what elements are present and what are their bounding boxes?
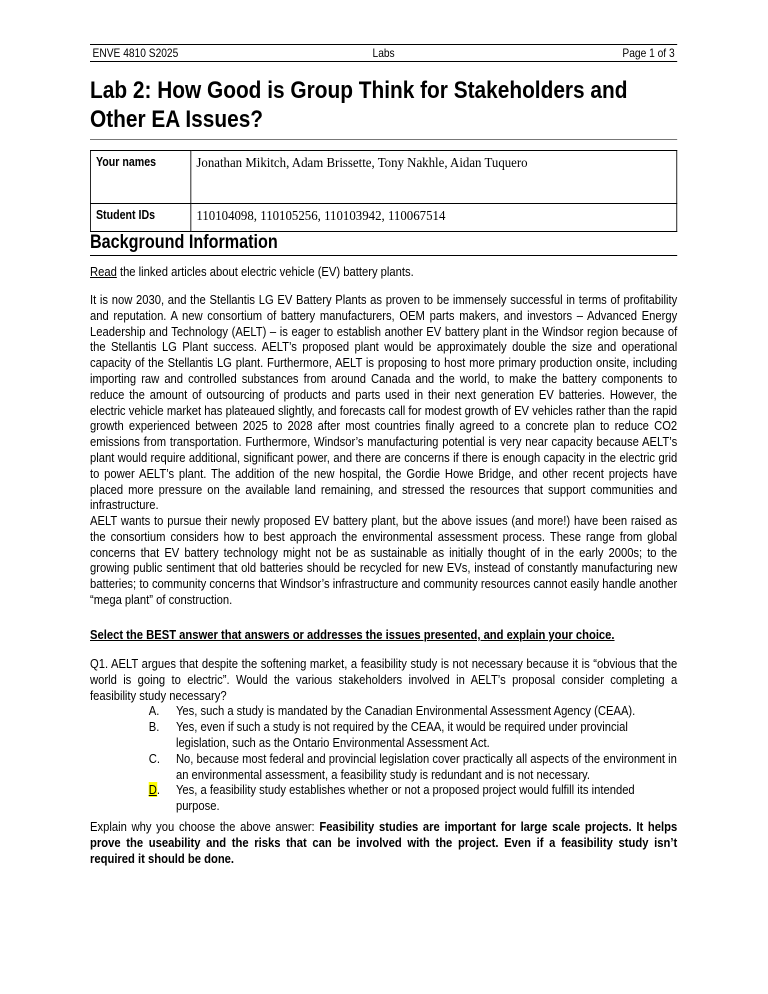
info-table [90,150,677,232]
ids-field[interactable] [191,204,677,232]
option-letter: B. [148,719,160,735]
ids-label: Student IDs [90,204,190,232]
question-1 [90,656,677,814]
option-text: Yes, even if such a study is not required by the CEAA, it would be required under provincial legislation, such as the Ontario Environmental Assessment Act. [175,719,628,750]
answer-options [90,703,677,814]
explain-answer[interactable]: Feasibility studies are important for large scale projects. It helps prove the useability and the risks that can be involved with the project. Even if a feasibility study isn’t required it should be done. [90,819,678,866]
option-d-selected[interactable]: D. Yes, a feasibility study establishes whether or not a proposed project would fulfill its intended purpose. [148,782,635,814]
option-letter: A. [148,703,160,719]
page-header [90,44,677,62]
table-row [90,204,676,232]
ids-value[interactable]: 110104098, 110105256, 110103942, 110067514 [196,208,446,223]
option-text: No, because most federal and provincial legislation cover practically all aspects of the environment in an environmental assessment, a feasibility study is redundant and is not necessary. [175,750,677,782]
course-code: ENVE 4810 S2025 [92,46,179,60]
background-heading: Background Information [90,231,677,256]
names-value[interactable]: Jonathan Mikitch, Adam Brissette, Tony Nakhle, Aidan Tuquero [196,155,528,170]
table-row [90,151,676,204]
option-c[interactable] [90,751,677,783]
option-text: Yes, such a study is mandated by the Canadian Environmental Assessment Agency (CEAA). [175,703,636,719]
names-field[interactable] [191,151,677,204]
option-text: Yes, a feasibility study establishes whether or not a proposed project would fulfill its intended purpose. [175,782,635,814]
background-paragraph-1: It is now 2030, and the Stellantis LG EV Battery Plants as proven to be immensely successful in terms of profitability and reputation. A new consortium of battery manufacturers, OEM parts makers, and investors – Advanced Energy Leadership and Technology (AELT) – is eager to establish another EV battery plant in the Windsor region because of the Stellantis LG Plant success. AELT’s proposed plant would be approximately double the size and operational capacity of the Stellantis LG plant. Furthermore, AELT is proposing to host more primary production onsite, including importing raw and controlled substances from around Canada and the world, to make the battery components to reduce the amount of outsourcing of products and parts used in their next generation EV batteries. However, the electric vehicle market has plateaued slightly, and forecasts call for modest growth of EV vehicles rather than the rapid growth experienced between 2025 to 2028 after most countries finally agreed to a concrete plan to reduce CO2 emissions from transportation. Furthermore, Windsor’s manufacturing potential is very near capacity because AELT’s plant would require additional, significant power, and there are concerns if there is enough capacity in the electric grid to power AELT’s plant. The addition of the new hospital, the Gordie Howe Bridge, and other recent projects have placed more pressure on the available land remaining, and stressed the resources that support communities and infrastructure. [90,292,678,513]
page-title: Lab 2: How Good is Group Think for Stakeholders and Other EA Issues? [90,76,677,140]
background-paragraph-2: AELT wants to pursue their newly proposed EV battery plant, but the above issues (and more!) have been raised as the consortium considers how to best approach the environmental assessment process. These range from global concerns that EV battery technology might not be as sustainable as initially thought of in the early 2000s; to the growing public sentiment that old batteries should be recycled for new EVs, instead of constantly manufacturing new batteries; to community concerns that Windsor’s infrastructure and community resources cannot easily handle another “mega plant” of construction. [90,513,678,607]
read-link[interactable]: Read [90,264,117,279]
instruction: Select the BEST answer that answers or addresses the issues presented, and explain your choice. [90,627,615,642]
option-a[interactable] [90,703,677,719]
page-number: Page 1 of 3 [622,46,675,60]
explain-label: Explain why you choose the above answer: [90,819,320,834]
names-label: Your names [90,151,190,204]
read-line [90,264,677,280]
read-text: the linked articles about electric vehicle (EV) battery plants. [116,264,414,279]
header-section: Labs [372,46,395,60]
question-text: Q1. AELT argues that despite the softening market, a feasibility study is not necessary because it is “obvious that the world is going to electric”. Would the various stakeholders involved in AELT’s proposal consider completing a feasibility study necessary? [90,656,678,703]
explanation [90,819,677,866]
option-b[interactable] [90,719,677,751]
option-letter: C. [148,750,160,766]
selected-highlight: D [148,782,157,798]
